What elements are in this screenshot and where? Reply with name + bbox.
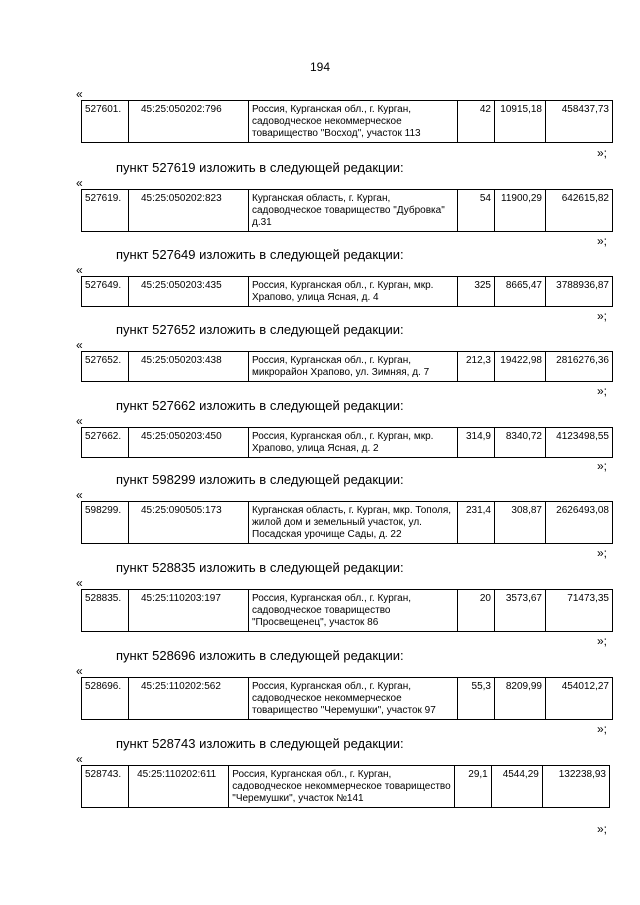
open-quote: « [76,338,83,352]
item-number: 528835. [82,590,129,632]
instruction-text: пункт 527662 изложить в следующей редакции: [116,398,404,413]
close-quote: »; [597,146,608,160]
cadastral-number: 45:25:050202:796 [129,101,249,143]
data-table-row [81,100,613,143]
cadastral-value: 71473,35 [546,590,613,632]
address: Россия, Курганская обл., г. Курган, микрорайон Храпово, ул. Зимняя, д. 7 [249,352,458,382]
data-table-row [81,351,613,382]
specific-value: 4544,29 [491,766,542,808]
cadastral-value: 454012,27 [546,678,613,720]
address: Курганская область, г. Курган, садоводческое товарищество "Дубровка" д.31 [249,190,458,232]
open-quote: « [76,414,83,428]
area: 231,4 [458,502,495,544]
cadastral-value: 642615,82 [546,190,613,232]
cadastral-value: 2626493,08 [546,502,613,544]
data-table-row [81,501,613,544]
specific-value: 11900,29 [495,190,546,232]
specific-value: 8340,72 [495,428,546,458]
table-row [82,678,613,720]
table-row [82,101,613,143]
specific-value: 308,87 [495,502,546,544]
area: 29,1 [454,766,491,808]
open-quote: « [76,664,83,678]
data-table-row [81,427,613,458]
instruction-text: пункт 527649 изложить в следующей редакции: [116,247,404,262]
area: 54 [458,190,495,232]
page-number: 194 [309,60,331,74]
item-number: 527662. [82,428,129,458]
area: 55,3 [458,678,495,720]
item-number: 527619. [82,190,129,232]
open-quote: « [76,176,83,190]
item-number: 527649. [82,277,129,307]
cadastral-value: 132238,93 [542,766,609,808]
cadastral-value: 3788936,87 [546,277,613,307]
item-number: 528696. [82,678,129,720]
open-quote: « [76,488,83,502]
address: Россия, Курганская обл., г. Курган, садоводческое некоммерческое товарищество "Восход", участок 113 [249,101,458,143]
address: Курганская область, г. Курган, мкр. Тополя, жилой дом и земельный участок, ул. Посадская урочище Сады, д. 22 [249,502,458,544]
close-quote: »; [597,822,608,836]
area: 314,9 [458,428,495,458]
cadastral-number: 45:25:090505:173 [129,502,249,544]
cadastral-number: 45:25:110202:611 [129,766,229,808]
area: 20 [458,590,495,632]
address: Россия, Курганская обл., г. Курган, садоводческое некоммерческое товарищество "Черемушки", участок 97 [249,678,458,720]
table-row [82,590,613,632]
close-quote: »; [597,384,608,398]
item-number: 527652. [82,352,129,382]
specific-value: 8209,99 [495,678,546,720]
item-number: 598299. [82,502,129,544]
cadastral-value: 2816276,36 [546,352,613,382]
instruction-text: пункт 528743 изложить в следующей редакции: [116,736,404,751]
open-quote: « [76,576,83,590]
data-table-row [81,276,613,307]
close-quote: »; [597,309,608,323]
data-table-row [81,589,613,632]
table-row [82,502,613,544]
cadastral-value: 4123498,55 [546,428,613,458]
close-quote: »; [597,722,608,736]
area: 212,3 [458,352,495,382]
instruction-text: пункт 528696 изложить в следующей редакции: [116,648,404,663]
cadastral-number: 45:25:050203:435 [129,277,249,307]
cadastral-value: 458437,73 [546,101,613,143]
address: Россия, Курганская обл., г. Курган, садоводческое некоммерческое товарищество "Черемушки", участок №141 [229,766,454,808]
table-row [82,352,613,382]
address: Россия, Курганская обл., г. Курган, мкр. Храпово, улица Ясная, д. 4 [249,277,458,307]
open-quote: « [76,87,83,101]
instruction-text: пункт 527619 изложить в следующей редакции: [116,160,404,175]
area: 325 [458,277,495,307]
item-number: 528743. [82,766,129,808]
close-quote: »; [597,634,608,648]
address: Россия, Курганская обл., г. Курган, мкр. Храпово, улица Ясная, д. 2 [249,428,458,458]
open-quote: « [76,752,83,766]
table-row [82,190,613,232]
table-row [82,766,610,808]
cadastral-number: 45:25:050203:450 [129,428,249,458]
table-row [82,277,613,307]
specific-value: 3573,67 [495,590,546,632]
close-quote: »; [597,459,608,473]
item-number: 527601. [82,101,129,143]
table-row [82,428,613,458]
cadastral-number: 45:25:110202:562 [129,678,249,720]
address: Россия, Курганская обл., г. Курган, садоводческое товарищество "Просвещенец", участок 86 [249,590,458,632]
area: 42 [458,101,495,143]
specific-value: 10915,18 [495,101,546,143]
data-table-row [81,765,610,808]
cadastral-number: 45:25:050202:823 [129,190,249,232]
data-table-row [81,677,613,720]
instruction-text: пункт 527652 изложить в следующей редакции: [116,322,404,337]
close-quote: »; [597,546,608,560]
instruction-text: пункт 528835 изложить в следующей редакции: [116,560,404,575]
instruction-text: пункт 598299 изложить в следующей редакции: [116,472,404,487]
specific-value: 19422,98 [495,352,546,382]
cadastral-number: 45:25:050203:438 [129,352,249,382]
open-quote: « [76,263,83,277]
specific-value: 8665,47 [495,277,546,307]
cadastral-number: 45:25:110203:197 [129,590,249,632]
data-table-row [81,189,613,232]
close-quote: »; [597,234,608,248]
